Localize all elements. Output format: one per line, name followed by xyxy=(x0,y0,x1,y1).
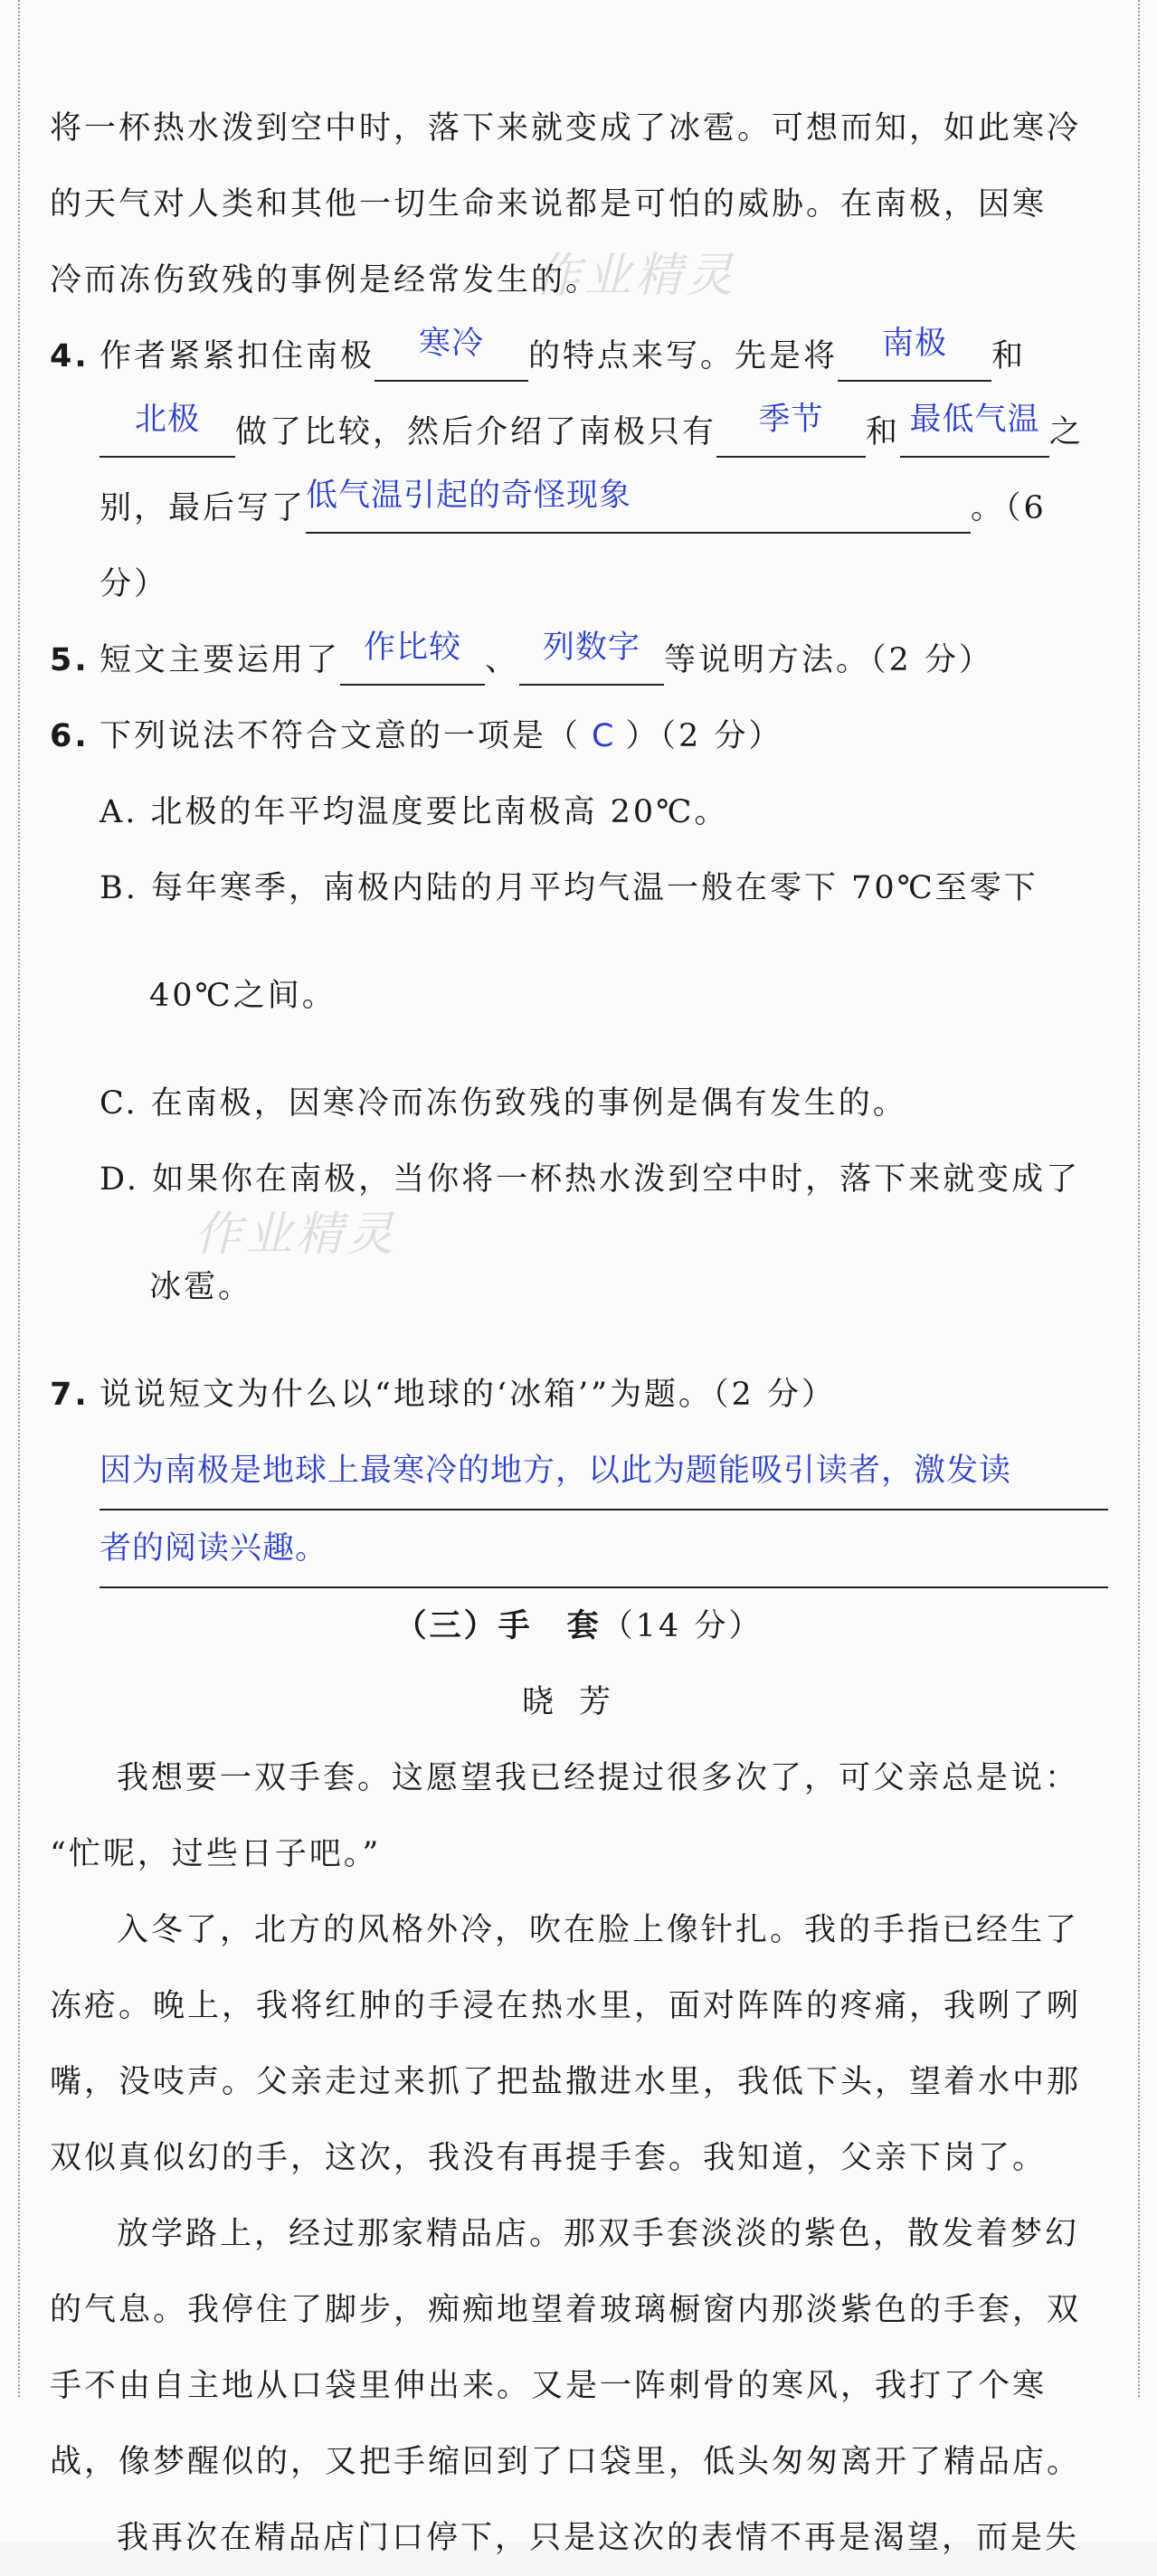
question-text: 作者紧紧扣住南极 xyxy=(100,338,375,374)
story-line: 嘴，没吱声。父亲走过来抓了把盐撒进水里，我低下头，望着水中那 xyxy=(50,2064,1082,2100)
question-4-cont xyxy=(50,394,1108,470)
question-text: ）（2 分） xyxy=(625,718,783,754)
question-number: 6. xyxy=(50,718,90,754)
question-text: 。（6 分） xyxy=(100,490,1047,602)
story-line: 入冬了，北方的风格外冷，吹在脸上像针扎。我的手指已经生了 xyxy=(117,1912,1080,1948)
question-text: 之 xyxy=(1049,414,1085,450)
question-text: 说说短文为什么以“地球的‘冰箱’”为题。（2 分） xyxy=(100,1377,836,1413)
answer-blank[interactable] xyxy=(716,402,866,458)
question-7 xyxy=(50,1357,1108,1433)
story-line: “忙呢，过些日子吧。” xyxy=(50,1836,382,1872)
story-line: 放学路上，经过那家精品店。那双手套淡淡的紫色，散发着梦幻 xyxy=(117,2216,1080,2252)
choice-answer[interactable]: C xyxy=(592,718,615,754)
question-text: 别，最后写了 xyxy=(100,490,307,526)
option-b-cont: 40℃之间。 xyxy=(149,978,337,1014)
story-line: 的气息。我停住了脚步，痴痴地望着玻璃橱窗内那淡紫色的手套，双 xyxy=(50,2292,1082,2328)
story-line: 冻疮。晚上，我将红肿的手浸在热水里，面对阵阵的疼痛，我咧了咧 xyxy=(50,1988,1082,2024)
answer-line[interactable]: 者的阅读兴趣。 xyxy=(100,1511,1108,1588)
content xyxy=(50,90,1108,2576)
answer-text: 作比较 xyxy=(364,630,462,666)
answer-text: 最低气温 xyxy=(909,402,1040,438)
answer-blank[interactable] xyxy=(306,478,971,534)
answer-text: 北极 xyxy=(134,402,200,438)
option-a: A. 北极的年平均温度要比南极高 20℃。 xyxy=(100,794,729,830)
answer-blank[interactable] xyxy=(519,630,664,686)
option-c: C. 在南极，因寒冷而冻伤致残的事例是偶有发生的。 xyxy=(100,1085,907,1122)
passage-line: 冷而冻伤致残的事例是经常发生的。 xyxy=(50,262,601,298)
question-4-cont xyxy=(50,470,1108,622)
watermark: 作业精灵 xyxy=(534,249,737,303)
answer-blank[interactable] xyxy=(340,630,485,686)
answer-text: 南极 xyxy=(882,326,948,362)
story-line: 手不由自主地从口袋里伸出来。又是一阵刺骨的寒风，我打了个寒 xyxy=(50,2368,1048,2404)
question-text: 和 xyxy=(991,338,1027,374)
answer-blank[interactable] xyxy=(100,402,235,458)
question-text: 和 xyxy=(866,414,901,450)
question-text: 等说明方法。（2 分） xyxy=(664,642,993,678)
right-dotted-margin xyxy=(1138,0,1140,2397)
left-dotted-margin xyxy=(18,0,20,2397)
question-text: 、 xyxy=(485,642,520,678)
story-line: 我再次在精品店门口停下，只是这次的表情不再是渴望，而是失 xyxy=(117,2520,1080,2556)
question-text: 的特点来写。先是将 xyxy=(528,338,839,374)
answer-text: 季节 xyxy=(758,402,824,438)
option-d: D. 如果你在南极，当你将一杯热水泼到空中时，落下来就变成了 xyxy=(100,1161,1081,1198)
answer-text: 低气温引起的奇怪现象 xyxy=(306,478,632,514)
question-4 xyxy=(50,318,1108,394)
answer-blank[interactable] xyxy=(838,326,991,382)
question-6 xyxy=(50,698,1108,774)
passage-line: 将一杯热水泼到空中时，落下来就变成了冰雹。可想而知，如此寒冷 xyxy=(50,110,1082,147)
answer-text: 列数字 xyxy=(543,630,641,666)
author: 晓芳 xyxy=(521,1684,636,1720)
answer-text: 寒冷 xyxy=(419,326,485,362)
section-score: （14 分） xyxy=(601,1608,763,1644)
question-number: 5. xyxy=(50,642,90,678)
watermark: 作业精灵 xyxy=(194,1208,398,1262)
story-line: 双似真似幻的手，这次，我没有再提手套。我知道，父亲下岗了。 xyxy=(50,2140,1048,2176)
option-d-cont: 冰雹。 xyxy=(149,1269,253,1305)
answer-line[interactable]: 因为南极是地球上最寒冷的地方，以此为题能吸引读者，激发读 xyxy=(100,1433,1108,1511)
question-text: 下列说法不符合文意的一项是（ xyxy=(100,718,582,754)
option-b: B. 每年寒季，南极内陆的月平均气温一般在零下 70℃至零下 xyxy=(100,870,1038,906)
question-5 xyxy=(50,622,1108,698)
section-title xyxy=(50,1588,1108,1664)
question-text: 短文主要运用了 xyxy=(100,642,341,678)
section-heading: （三）手 套 xyxy=(394,1607,602,1644)
question-text: 做了比较，然后介绍了南极只有 xyxy=(235,414,717,450)
story-line: 战，像梦醒似的，又把手缩回到了口袋里，低头匆匆离开了精品店。 xyxy=(50,2444,1082,2480)
story-line: 我想要一双手套。这愿望我已经提过很多次了，可父亲总是说： xyxy=(117,1760,1080,1796)
question-number: 7. xyxy=(50,1377,90,1413)
answer-blank[interactable] xyxy=(900,402,1049,458)
question-number: 4. xyxy=(50,338,90,374)
answer-blank[interactable] xyxy=(375,326,528,382)
passage-line: 的天气对人类和其他一切生命来说都是可怕的威胁。在南极，因寒 xyxy=(50,186,1048,223)
